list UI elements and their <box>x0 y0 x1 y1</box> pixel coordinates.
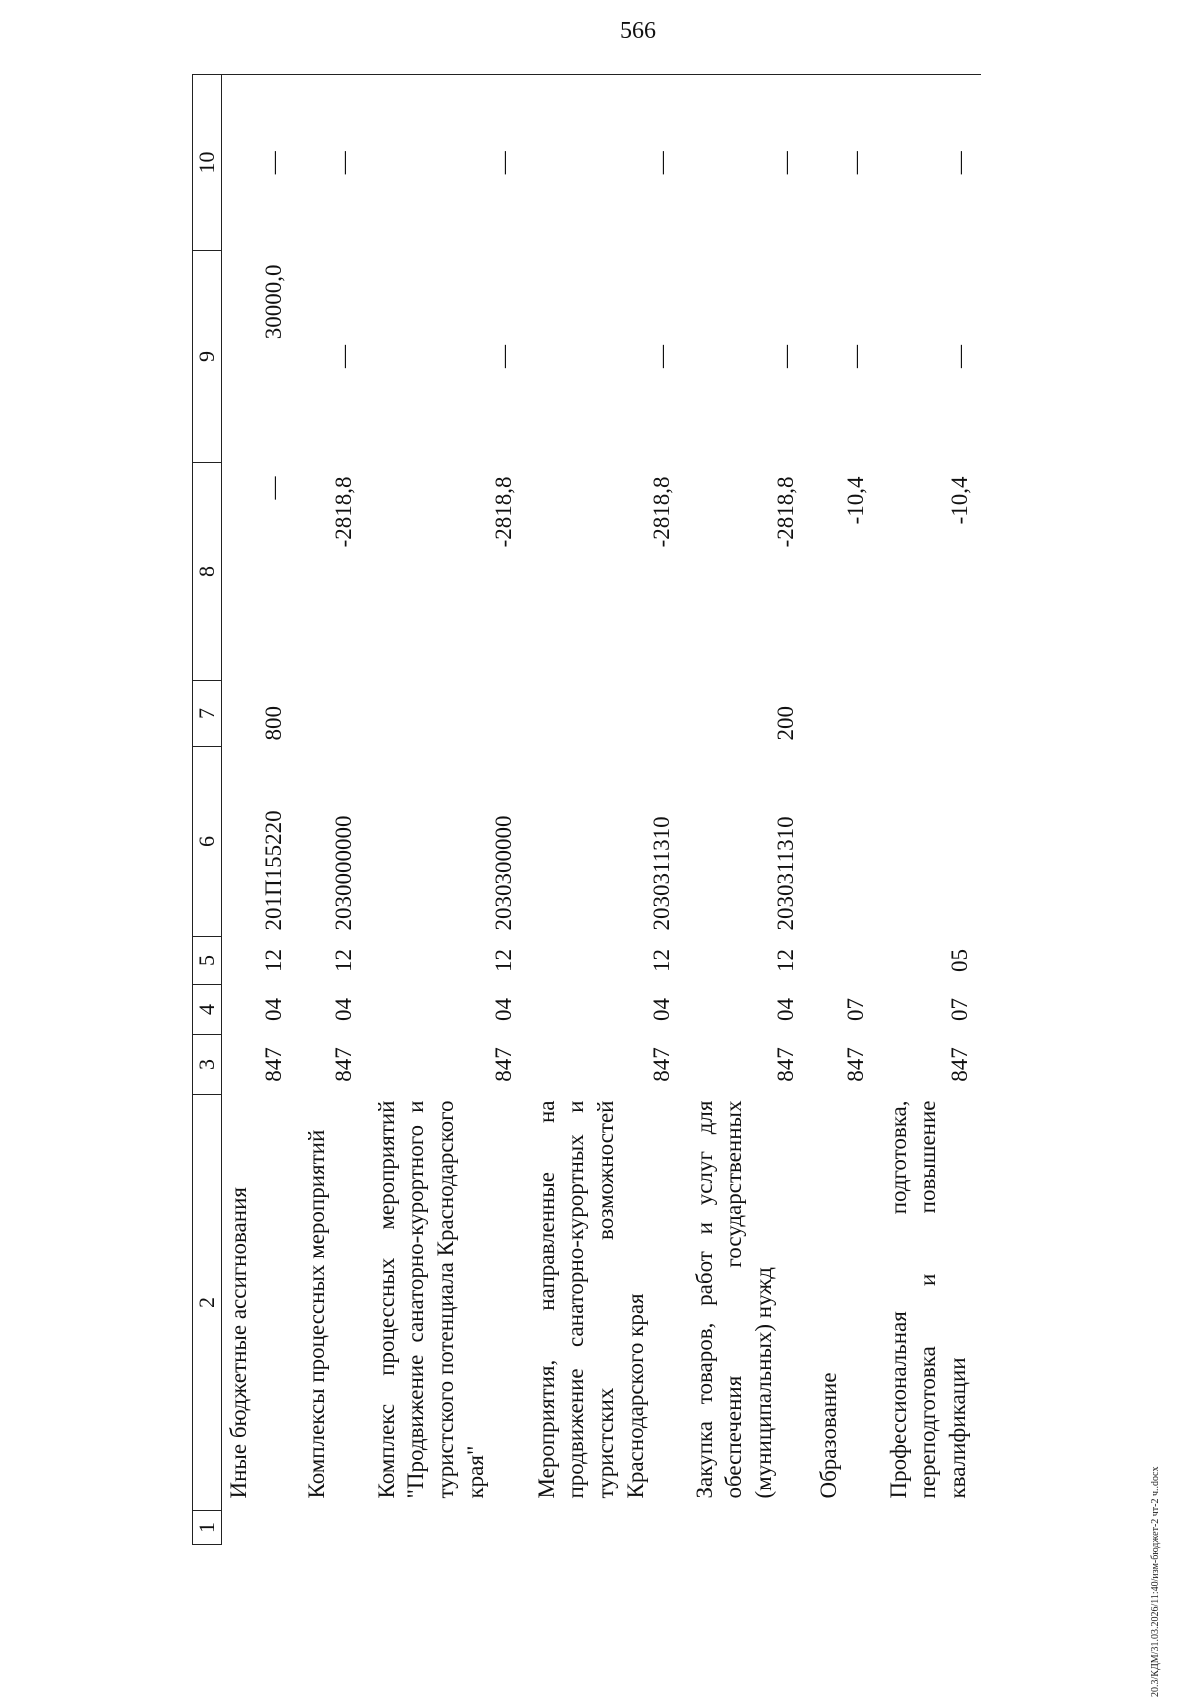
cell-pr: 12 <box>490 949 516 972</box>
cell-csr: 2030300000 <box>490 815 516 931</box>
cell-index <box>366 1511 526 1545</box>
cell-rz: 04 <box>648 998 674 1021</box>
cell-vr <box>296 681 366 747</box>
column-header-5: 5 <box>193 937 222 985</box>
file-path-footer: 20.3/КДМ/31.03.2026/11:40/изм-бюджет-2 чт-2 ч..docx <box>1150 1466 1161 1697</box>
cell-csr: 2030311310 <box>772 816 798 931</box>
cell-rz: 04 <box>330 998 356 1021</box>
cell-vr <box>526 681 684 747</box>
cell-rz: 07 <box>842 998 868 1021</box>
cell-vr <box>878 681 982 747</box>
cell-pr: 12 <box>772 949 798 972</box>
cell-amount-2: 30000,0 <box>260 264 286 340</box>
cell-ved: 847 <box>330 1047 356 1082</box>
column-header-7: 7 <box>193 681 222 747</box>
column-header-10: 10 <box>193 75 222 251</box>
cell-vr: 200 <box>772 706 798 741</box>
column-header-1: 1 <box>193 1511 222 1545</box>
cell-ved: 847 <box>490 1047 516 1082</box>
cell-index <box>296 1511 366 1545</box>
cell-ved: 847 <box>946 1047 972 1082</box>
cell-amount-3: — <box>296 75 366 251</box>
table-row <box>878 75 982 1545</box>
table-row <box>222 75 296 1545</box>
cell-amount-2: — <box>772 345 798 368</box>
cell-name: Комплекс процессных мероприятий "Продвижение санаторно-курортного и туристского потенциала Краснодарского края" <box>373 1100 489 1499</box>
cell-csr: 2030000000 <box>330 815 356 931</box>
cell-amount-2: — <box>842 345 868 368</box>
cell-pr: 12 <box>648 949 674 972</box>
cell-index <box>878 1511 982 1545</box>
rotated-table-block <box>192 75 972 1545</box>
table-row <box>684 75 808 1545</box>
cell-amount-1: -2818,8 <box>648 476 674 548</box>
cell-pr: 12 <box>260 949 286 972</box>
column-header-4: 4 <box>193 985 222 1035</box>
cell-index <box>222 1511 296 1545</box>
cell-name: Закупка товаров, работ и услуг для обеспечения государственных (муниципальных) нужд <box>691 1100 777 1499</box>
column-header-8: 8 <box>193 463 222 681</box>
cell-amount-3: — <box>222 75 296 251</box>
cell-amount-3: — <box>878 75 982 251</box>
cell-rz: 04 <box>490 998 516 1021</box>
cell-csr <box>878 747 982 937</box>
cell-amount-3: — <box>808 75 878 251</box>
budget-table <box>192 74 981 1545</box>
cell-amount-1: -2818,8 <box>330 476 356 548</box>
cell-name: Образование <box>815 1372 841 1499</box>
cell-amount-1: -10,4 <box>842 476 868 525</box>
table-row <box>296 75 366 1545</box>
cell-pr: 12 <box>330 949 356 972</box>
page-number: 566 <box>620 18 656 44</box>
cell-index <box>684 1511 808 1545</box>
cell-amount-3: — <box>684 75 808 251</box>
cell-amount-2: — <box>946 345 972 368</box>
cell-rz: 04 <box>772 998 798 1021</box>
cell-amount-2: — <box>490 345 516 368</box>
cell-name: Комплексы процессных мероприятий <box>303 1129 329 1499</box>
column-header-3: 3 <box>193 1035 222 1095</box>
cell-name: Иные бюджетные ассигнования <box>226 1187 251 1499</box>
column-header-9: 9 <box>193 251 222 463</box>
table-row <box>366 75 526 1545</box>
cell-vr: 800 <box>260 706 286 741</box>
cell-amount-2: — <box>330 345 356 368</box>
cell-amount-1: -2818,8 <box>772 476 798 548</box>
column-header-2: 2 <box>193 1095 222 1511</box>
cell-amount-3: — <box>366 75 526 251</box>
cell-vr <box>808 681 878 747</box>
cell-pr: 05 <box>946 949 972 972</box>
cell-vr <box>366 681 526 747</box>
cell-csr: 201П155220 <box>260 810 286 931</box>
cell-index <box>526 1511 684 1545</box>
cell-rz: 07 <box>946 998 972 1021</box>
cell-amount-2: — <box>648 345 674 368</box>
column-header-6: 6 <box>193 747 222 937</box>
cell-amount-3: — <box>526 75 684 251</box>
table-row <box>526 75 684 1545</box>
cell-amount-1: -2818,8 <box>490 476 516 548</box>
table-row <box>808 75 878 1545</box>
cell-amount-1: -10,4 <box>946 476 972 525</box>
cell-csr <box>808 747 878 937</box>
cell-index <box>808 1511 878 1545</box>
cell-ved: 847 <box>260 1047 286 1082</box>
cell-name: Профессиональная подготовка, переподготовка и повышение квалификации <box>885 1100 971 1499</box>
cell-pr <box>808 937 878 985</box>
table-header-row <box>193 75 222 1545</box>
cell-rz: 04 <box>260 998 286 1021</box>
cell-ved: 847 <box>772 1047 798 1082</box>
cell-ved: 847 <box>648 1047 674 1082</box>
cell-csr: 2030311310 <box>648 816 674 931</box>
cell-ved: 847 <box>842 1047 868 1082</box>
cell-name: Мероприятия, направленные на продвижение санаторно-курортных и туристских возможностей Краснодарского края <box>533 1100 649 1499</box>
cell-amount-1: — <box>260 476 286 500</box>
